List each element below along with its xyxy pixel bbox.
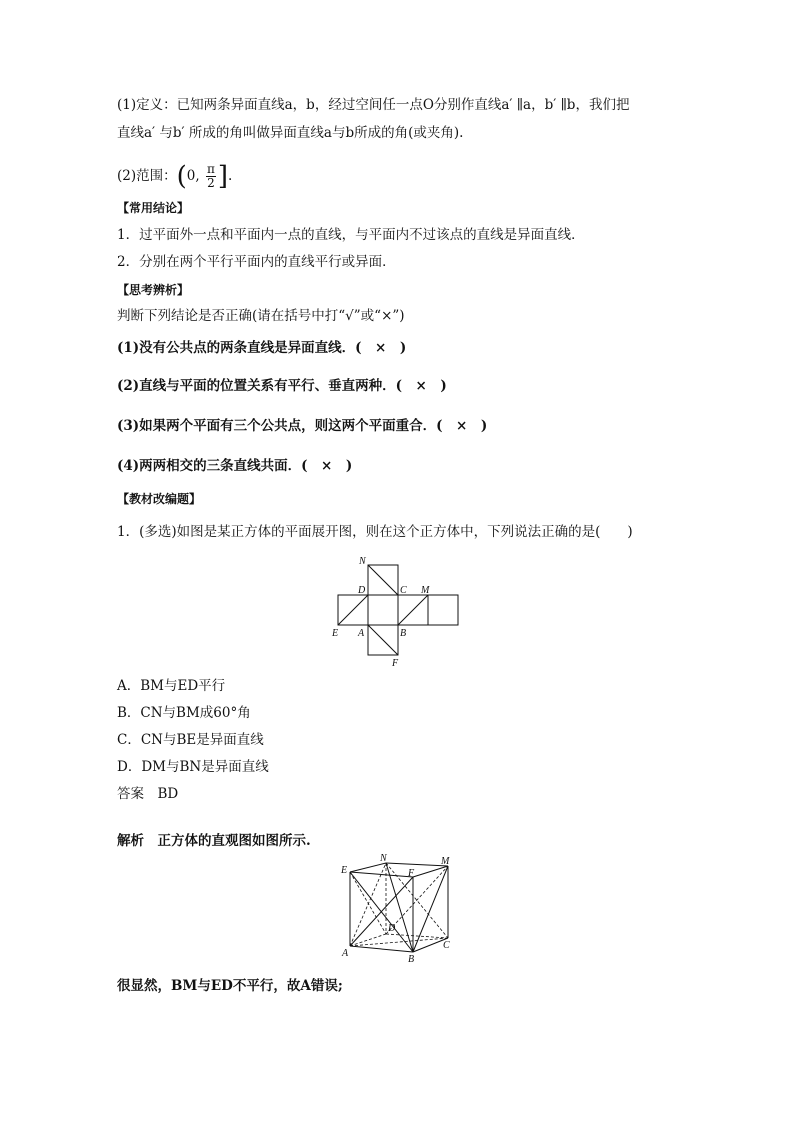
net-label-D: D: [358, 585, 366, 596]
think-item-1: (1)没有公共点的两条直线是异面直线．( × ): [117, 340, 407, 356]
cube-label-M: M: [441, 856, 450, 867]
edge-A-B: [350, 946, 413, 952]
think-item-2: (2)直线与平面的位置关系有平行、垂直两种．( × ): [117, 378, 447, 394]
net-diagonal-top: [368, 565, 398, 595]
definition-line-1: (1)定义：已知两条异面直线a，b，经过空间任一点O分别作直线a′ ∥a，b′ ∥b，我们把: [117, 97, 630, 113]
net-label-B: B: [400, 628, 407, 639]
net-label-F: F: [392, 658, 399, 669]
net-label-N: N: [359, 556, 366, 567]
cube-label-A: A: [342, 948, 349, 959]
range-close-bracket: ]: [217, 161, 229, 192]
think-item-4: (4)两两相交的三条直线共面．( × ): [117, 458, 353, 474]
cube-label-B: B: [408, 954, 415, 965]
cube-perspective-figure: [338, 850, 463, 965]
definition-line-2: 直线a′ 与b′ 所成的角叫做异面直线a与b所成的角(或夹角).: [117, 125, 464, 141]
cube-label-C: C: [443, 940, 450, 951]
edge-E-F: [350, 872, 413, 877]
think-intro: 判断下列结论是否正确(请在括号中打“√”或“×”): [117, 308, 405, 324]
common-heading: 【常用结论】: [117, 201, 190, 215]
question-text: 1．(多选)如图是某正方体的平面展开图，则在这个正方体中，下列说法正确的是( ): [117, 524, 633, 540]
conclusion-text: 很显然，BM与ED不平行，故A错误;: [117, 978, 343, 994]
option-a: A．BM与ED平行: [117, 678, 226, 694]
think-item-3: (3)如果两个平面有三个公共点，则这两个平面重合．( × ): [117, 418, 488, 434]
edge-E-N: [350, 863, 386, 872]
answer-text: 答案 BD: [117, 786, 179, 802]
hidden-line-E-D: [350, 872, 386, 934]
net-square-center: [368, 595, 398, 625]
net-diagonal-bottom: [368, 625, 398, 655]
option-b: B．CN与BM成60°角: [117, 705, 251, 721]
net-diagonal-right: [398, 595, 428, 625]
edge-N-M: [386, 863, 448, 866]
cube-label-D: D: [388, 923, 396, 934]
pi-over-2-fraction: [206, 163, 216, 190]
range-label: (2)范围：: [117, 168, 177, 184]
range-zero: 0,: [186, 168, 200, 184]
think-heading: 【思考辨析】: [117, 283, 190, 297]
edge-F-M: [413, 866, 448, 877]
option-d: D．DM与BN是异面直线: [117, 759, 269, 775]
cube-label-N: N: [380, 853, 387, 864]
range-line: [117, 163, 232, 190]
range-period: .: [228, 168, 233, 184]
cube-label-E: E: [341, 865, 348, 876]
hidden-edge-D-C: [386, 934, 448, 938]
net-label-E: E: [332, 628, 339, 639]
net-label-C: C: [400, 585, 407, 596]
range-open-bracket: (: [176, 161, 187, 192]
analysis-text: 解析 正方体的直观图如图所示.: [117, 833, 311, 849]
fraction-denominator: 2: [207, 176, 215, 190]
net-label-M: M: [421, 585, 430, 596]
net-square-far-right: [428, 595, 458, 625]
cube-net-figure: [328, 553, 468, 671]
fraction-numerator: π: [206, 162, 215, 176]
textbook-heading: 【教材改编题】: [117, 492, 202, 506]
hidden-line-A-N: [350, 863, 386, 946]
option-c: C．CN与BE是异面直线: [117, 732, 264, 748]
hidden-line-A-C: [350, 938, 448, 946]
common-item-1: 1．过平面外一点和平面内一点的直线，与平面内不过该点的直线是异面直线．: [117, 227, 585, 243]
cube-label-F: F: [408, 868, 415, 879]
net-diagonal-left: [338, 595, 368, 625]
common-item-2: 2．分别在两个平行平面内的直线平行或异面．: [117, 254, 396, 270]
net-label-A: A: [358, 628, 365, 639]
